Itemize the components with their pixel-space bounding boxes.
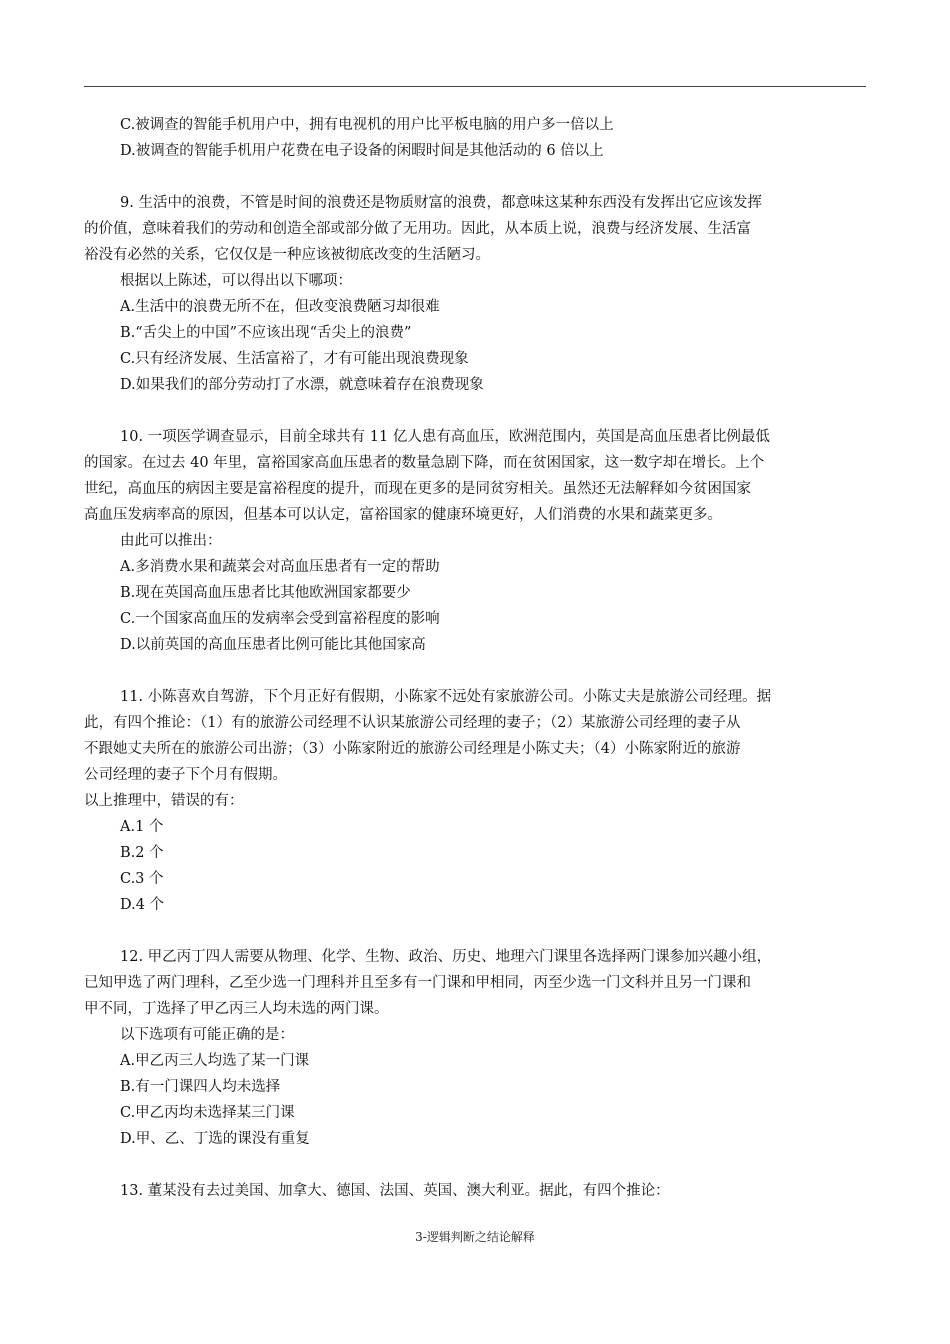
question-12-prompt: 以下选项有可能正确的是： [120,1027,294,1043]
question-9-option: B.“舌尖上的中国”不应该出现“舌尖上的浪费” [120,325,412,341]
question-12-option: A.甲乙丙三人均选了某一门课 [120,1053,310,1069]
question-12-option: D.甲、乙、丁选的课没有重复 [120,1131,310,1147]
question-11-option: D.4 个 [120,897,165,913]
question-10-stem-line: 世纪，高血压的病因主要是富裕程度的提升，而现在更多的是同贫穷相关。虽然还无法解释如今贫困国家 [84,481,751,497]
question-11-option: A.1 个 [120,819,164,835]
document-body [84,112,866,1204]
page-footer: 3-逻辑判断之结论解释 [415,1230,535,1244]
question-9-option: D.如果我们的部分劳动打了水漂，就意味着存在浪费现象 [120,377,484,393]
question-12-stem-line: 已知甲选了两门理科，乙至少选一门理科并且至多有一门课和甲相同，丙至少选一门文科并且另一门课和 [84,975,751,991]
option-c: C.被调查的智能手机用户中，拥有电视机的用户比平板电脑的用户多一倍以上 [120,117,614,133]
option-d: D.被调查的智能手机用户花费在电子设备的闲暇时间是其他活动的 6 倍以上 [120,143,604,159]
question-10-option: B.现在英国高血压患者比其他欧洲国家都要少 [120,585,411,601]
question-12-option: B.有一门课四人均未选择 [120,1079,281,1095]
question-9-option: A.生活中的浪费无所不在，但改变浪费陋习却很难 [120,299,440,315]
question-10-stem-line: 高血压发病率高的原因，但基本可以认定，富裕国家的健康环境更好，人们消费的水果和蔬菜更多。 [84,507,722,523]
question-12-stem-line: 12. 甲乙丙丁四人需要从物理、化学、生物、政治、历史、地理六门课里各选择两门课参加兴趣小组， [120,949,772,965]
question-10-option: D.以前英国的高血压患者比例可能比其他国家高 [120,637,426,653]
question-12-option: C.甲乙丙均未选择某三门课 [120,1105,295,1121]
question-9-stem-line: 的价值，意味着我们的劳动和创造全部或部分做了无用功。因此，从本质上说，浪费与经济发展、生活富 [84,221,751,237]
question-10-option: A.多消费水果和蔬菜会对高血压患者有一定的帮助 [120,559,440,575]
question-13-stem-line: 13. 董某没有去过美国、加拿大、德国、法国、英国、澳大利亚。据此，有四个推论： [120,1183,670,1199]
question-11-stem-line: 不跟她丈夫所在的旅游公司出游；（3）小陈家附近的旅游公司经理是小陈丈夫；（4）小陈家附近的旅游 [84,741,741,757]
question-11-option: C.3 个 [120,871,164,887]
question-10-prompt: 由此可以推出： [120,533,222,549]
question-9-prompt: 根据以上陈述，可以得出以下哪项： [120,273,352,289]
question-11-stem-line: 公司经理的妻子下个月有假期。 [84,767,287,783]
question-12-stem-line: 甲不同，丁选择了甲乙丙三人均未选的两门课。 [84,1001,389,1017]
question-11-prompt: 以上推理中，错误的有： [84,793,244,809]
question-9-option: C.只有经济发展、生活富裕了，才有可能出现浪费现象 [120,351,469,367]
question-10-stem-line: 的国家。在过去 40 年里，富裕国家高血压患者的数量急剧下降，而在贫困国家，这一数字却在增长。上个 [84,455,765,471]
question-10-option: C.一个国家高血压的发病率会受到富裕程度的影响 [120,611,440,627]
question-11-stem-line: 11. 小陈喜欢自驾游，下个月正好有假期，小陈家不远处有家旅游公司。小陈丈夫是旅游公司经理。据 [120,689,772,705]
question-10-stem-line: 10. 一项医学调查显示，目前全球共有 11 亿人患有高血压，欧洲范围内，英国是高血压患者比例最低 [120,429,770,445]
question-9-stem-line: 裕没有必然的关系，它仅仅是一种应该被彻底改变的生活陋习。 [84,247,490,263]
header-rule [84,86,866,87]
question-11-option: B.2 个 [120,845,164,861]
question-9-stem-line: 9. 生活中的浪费，不管是时间的浪费还是物质财富的浪费，都意味这某种东西没有发挥出它应该发挥 [120,195,762,211]
question-11-stem-line: 此，有四个推论：（1）有的旅游公司经理不认识某旅游公司经理的妻子；（2）某旅游公司经理的妻子从 [84,715,741,731]
